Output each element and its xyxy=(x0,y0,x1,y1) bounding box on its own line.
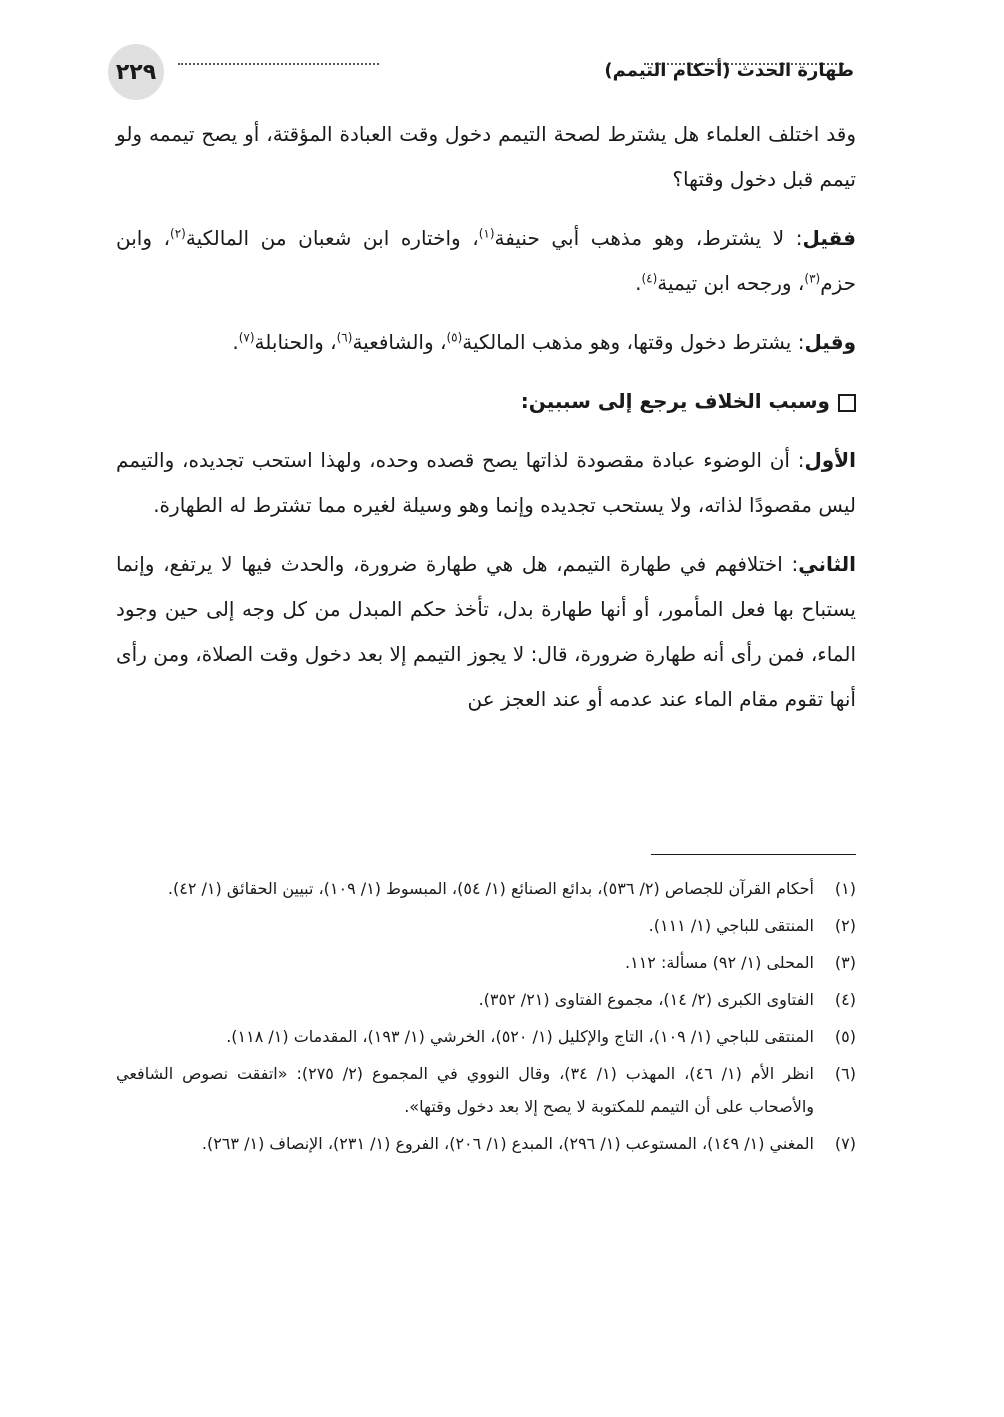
footnote-ref[interactable]: (٦) xyxy=(336,330,353,345)
footnote-text: المحلى (١/ ٩٢) مسألة: ١١٢. xyxy=(625,953,814,972)
header-divider-dots xyxy=(178,63,379,65)
paragraph-label: الثاني xyxy=(798,552,856,576)
footnote-item xyxy=(116,946,856,979)
footnote-number: (٥) xyxy=(834,1027,856,1046)
footnote-number: (٣) xyxy=(834,953,856,972)
paragraph-2: فقيل: لا يشترط، وهو مذهب أبي حنيفة$^{(١)}$، واختاره ابن شعبان من المالكية$^{(٢)}$، وابن حزم$^{(٣)}$، ورجحه ابن تيمية$^{(٤)}$. xyxy=(116,226,857,295)
footnote-separator xyxy=(651,854,856,855)
paragraph-label: فقيل xyxy=(802,226,857,250)
footnote-item xyxy=(116,1127,856,1160)
footnote-item xyxy=(116,1020,856,1053)
footnote-number: (٢) xyxy=(834,916,856,935)
paragraph-5: الثاني: اختلافهم في طهارة التيمم، هل هي طهارة ضرورة، والحدث فيها لا يرتفع، وإنما يستباح بها فعل المأمور، أو أنها طهارة بدل، تأخذ حكم المبدل من كل وجه إلى حين وجود الماء، فمن رأى أنه طهارة ضرورة، قال: لا يجوز التيمم إلا بعد دخول وقت الصلاة، ومن رأى أنها تقوم مقام الماء عند عدمه أو عند العجز عن xyxy=(116,552,856,711)
footnote-ref[interactable]: (٣) xyxy=(804,271,821,286)
checkbox-square-icon xyxy=(838,394,856,412)
footnote-text: الفتاوى الكبرى (٢/ ١٤)، مجموع الفتاوى (٢١/ ٣٥٢). xyxy=(478,990,814,1009)
paragraph-label: وقيل xyxy=(804,330,856,354)
footnote-number: (٦) xyxy=(834,1064,856,1083)
footnotes xyxy=(116,872,856,1164)
footnote-ref[interactable]: (٢) xyxy=(170,226,186,241)
footnote-number: (١) xyxy=(834,879,856,898)
paragraph-4: الأول: أن الوضوء عبادة مقصودة لذاتها يصح قصده وحده، ولهذا استحب تجديده، والتيمم ليس مقصودًا لذاته، ولا يستحب تجديده وإنما وهو وسيلة لغيره مما تشترط له الطهارة. xyxy=(116,448,856,517)
footnote-item xyxy=(116,983,856,1016)
paragraph-label: الأول xyxy=(804,448,856,472)
footnote-text: المغني (١/ ١٤٩)، المستوعب (١/ ٢٩٦)، المبدع (١/ ٢٠٦)، الفروع (١/ ٢٣١)، الإنصاف (١/ ٢٦٣). xyxy=(201,1134,814,1153)
footnote-number: (٧) xyxy=(834,1134,856,1153)
paragraph-1: وقد اختلف العلماء هل يشترط لصحة التيمم دخول وقت العبادة المؤقتة، أو يصح تيممه ولو تيمم قبل دخول وقتها؟ xyxy=(116,122,856,191)
footnote-text: المنتقى للباجي (١/ ١١١). xyxy=(648,916,814,935)
footnote-item xyxy=(116,909,856,942)
footnote-ref[interactable]: (١) xyxy=(478,226,495,241)
footnote-text: المنتقى للباجي (١/ ١٠٩)، التاج والإكليل (١/ ٥٢٠)، الخرشي (١/ ١٩٣)، المقدمات (١/ ١١٨). xyxy=(226,1027,814,1046)
paragraph-3: وقيل: يشترط دخول وقتها، وهو مذهب المالكية$^{(٥)}$، والشافعية$^{(٦)}$، والحنابلة$^{(٧)}$. xyxy=(232,330,856,354)
footnote-item xyxy=(116,1057,856,1123)
running-header-title: طهارة الحدث (أحكام التيمم) xyxy=(604,60,854,81)
section-heading: وسبب الخلاف يرجع إلى سببين: xyxy=(116,379,856,424)
footnote-item xyxy=(116,872,856,905)
footnote-text: انظر الأم (١/ ٤٦)، المهذب (١/ ٣٤)، وقال النووي في المجموع (٢/ ٢٧٥): «اتفقت نصوص الشافعي والأصحاب على أن التيمم للمكتوبة لا يصح إلا بعد دخول وقتها». xyxy=(116,1064,814,1116)
footnote-ref[interactable]: (٤) xyxy=(641,271,658,286)
footnote-text: أحكام القرآن للجصاص (٢/ ٥٣٦)، بدائع الصنائع (١/ ٥٤)، المبسوط (١/ ١٠٩)، تبيين الحقائق (١/ ٤٢). xyxy=(167,879,814,898)
page-number: ٢٢٩ xyxy=(108,44,164,100)
footnote-number: (٤) xyxy=(834,990,856,1009)
footnote-ref[interactable]: (٧) xyxy=(238,330,255,345)
footnote-ref[interactable]: (٥) xyxy=(446,330,463,345)
main-text xyxy=(116,112,856,736)
